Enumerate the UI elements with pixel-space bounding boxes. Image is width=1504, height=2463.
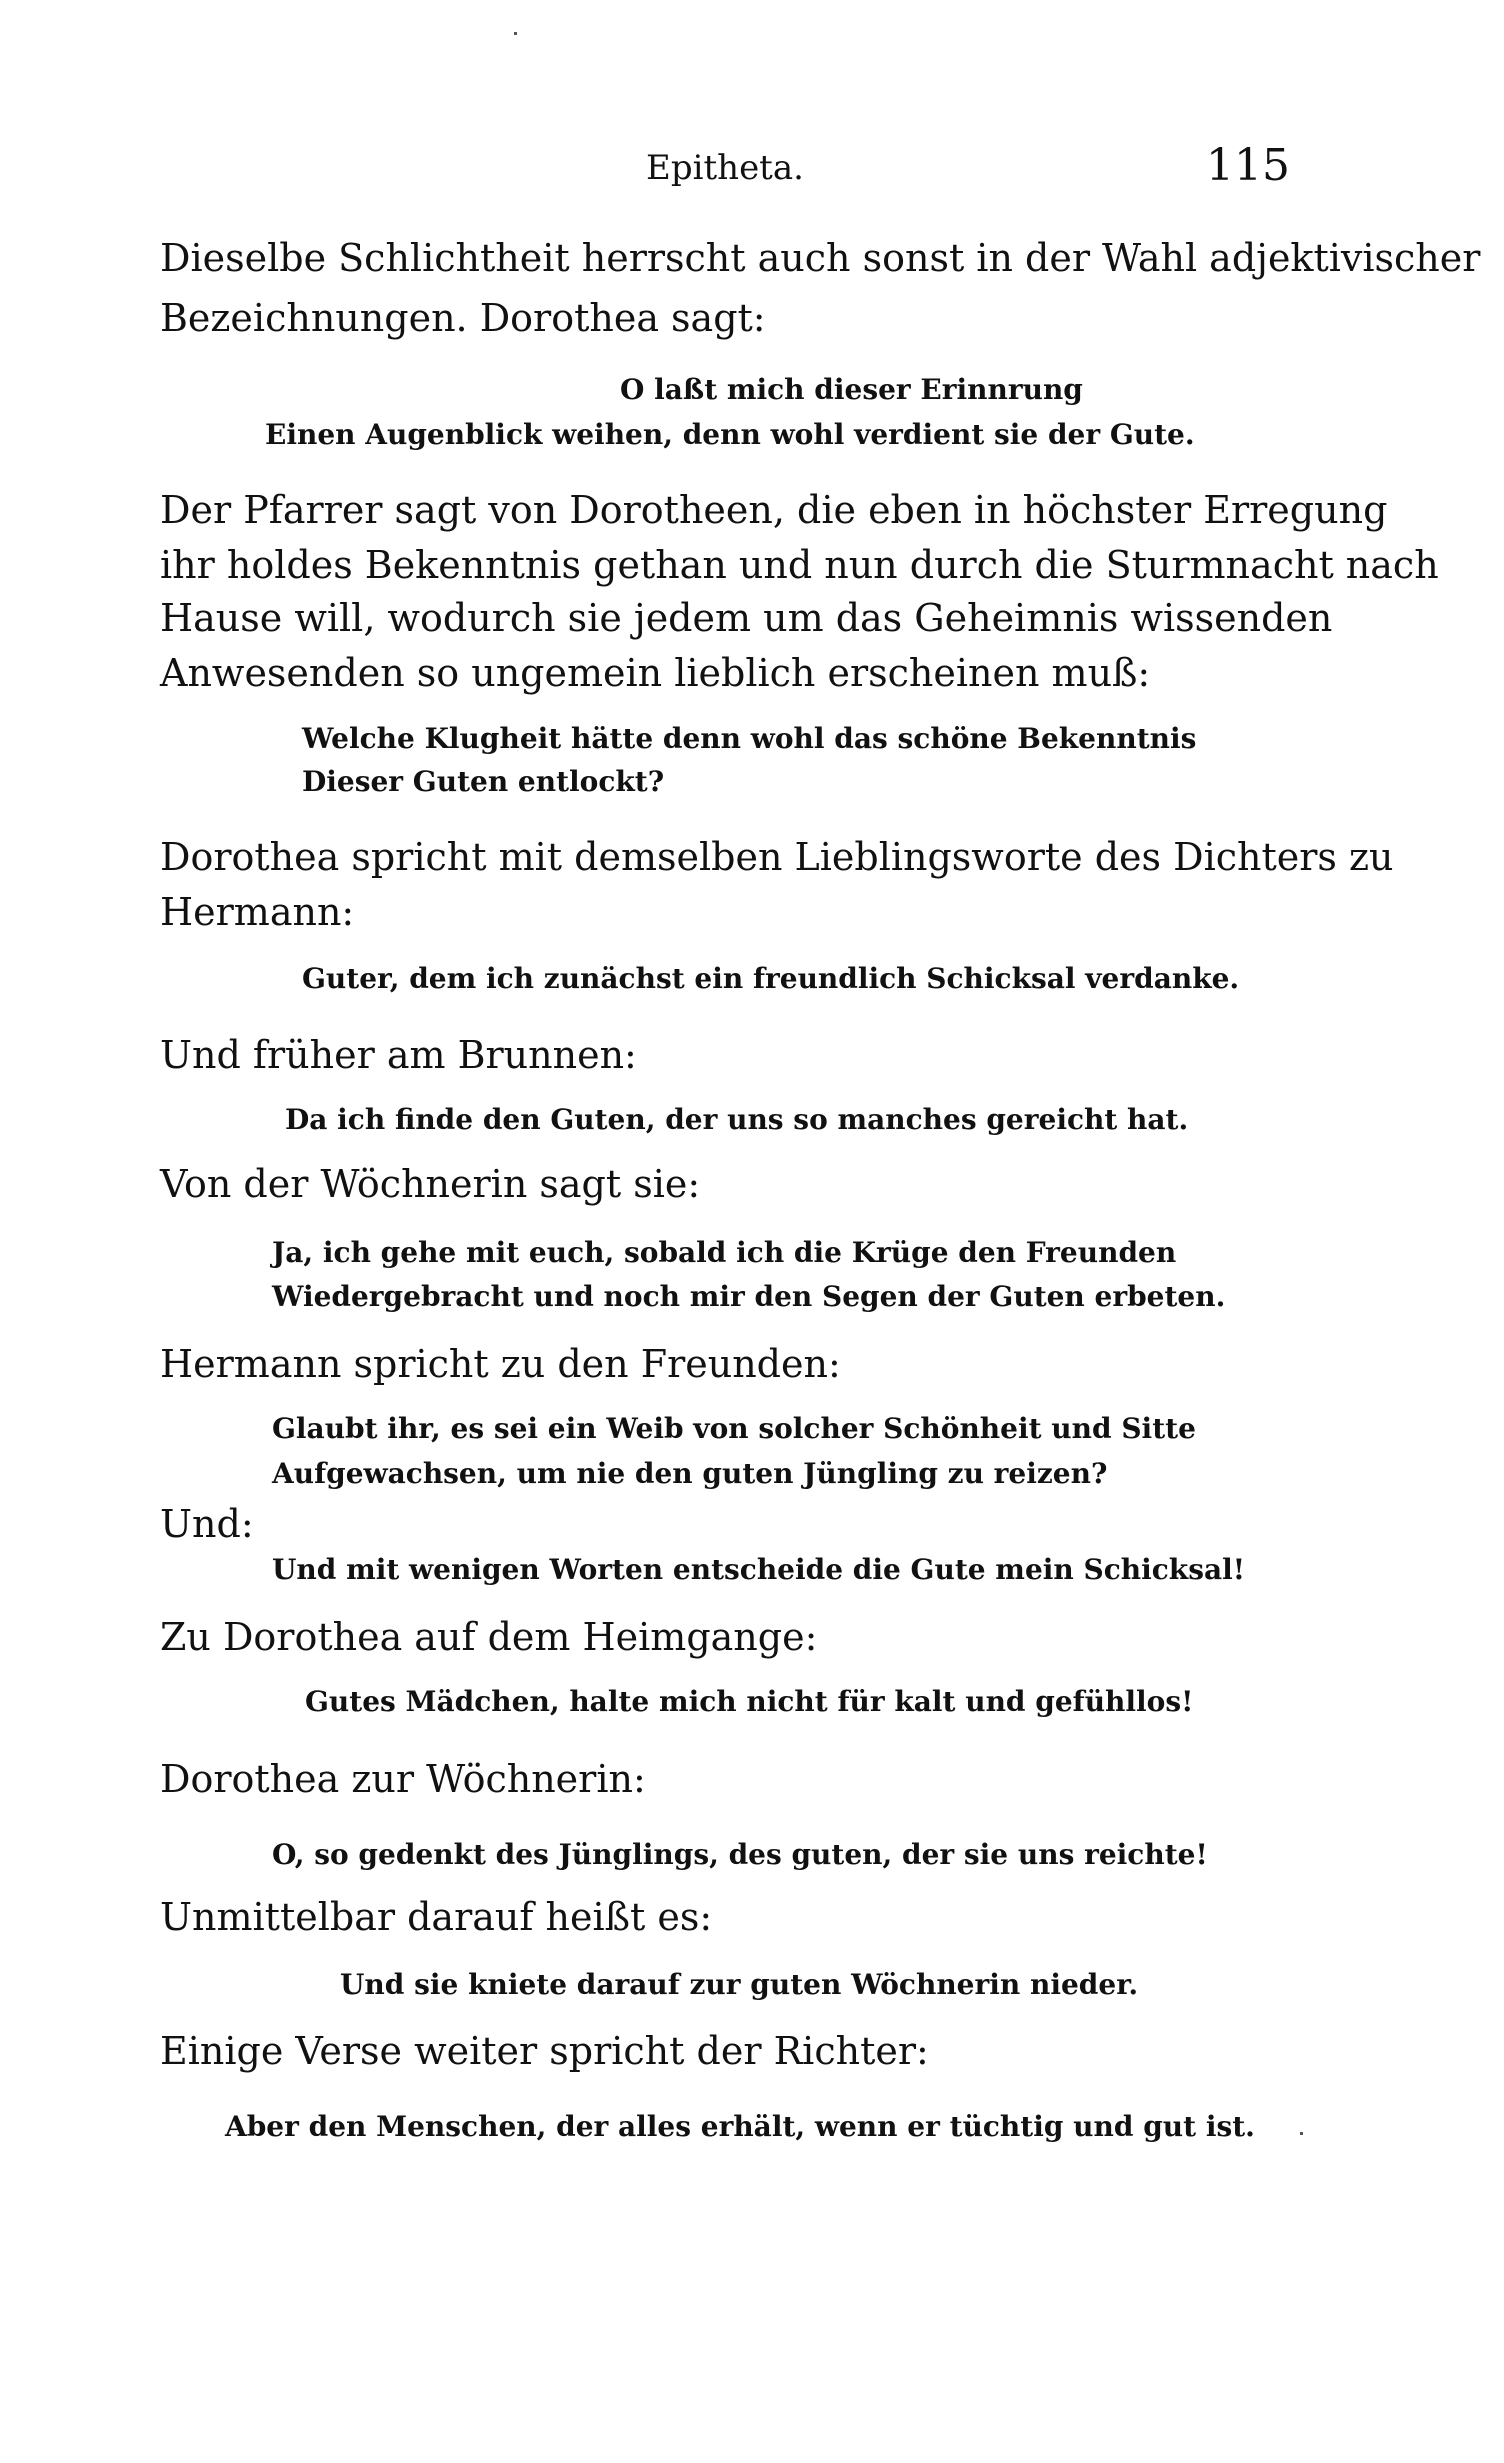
body-line: Zu Dorothea auf dem Heimgange:	[160, 1615, 818, 1659]
page-number: 115	[1206, 140, 1290, 191]
verse-quote-line: Und mit wenigen Worten entscheide die Gute mein Schicksal!	[272, 1553, 1246, 1586]
body-line: Bezeichnungen. Dorothea sagt:	[160, 296, 766, 340]
running-title: Epitheta.	[646, 148, 804, 188]
body-line: Dorothea zur Wöchnerin:	[160, 1757, 646, 1801]
verse-quote-line: Wiedergebracht und noch mir den Segen der Guten erbeten.	[272, 1280, 1226, 1313]
body-line: Und früher am Brunnen:	[160, 1033, 637, 1077]
verse-quote-line: Glaubt ihr, es sei ein Weib von solcher Schönheit und Sitte	[272, 1412, 1196, 1445]
body-line: Hermann:	[160, 890, 355, 934]
verse-quote-line: Gutes Mädchen, halte mich nicht für kalt und gefühllos!	[305, 1685, 1194, 1718]
body-line: Unmittelbar darauf heißt es:	[160, 1895, 713, 1939]
running-header	[160, 140, 1290, 200]
body-line: ihr holdes Bekenntnis gethan und nun durch die Sturmnacht nach	[160, 543, 1439, 587]
verse-quote-line: Dieser Guten entlockt?	[302, 765, 665, 798]
verse-quote-line: O, so gedenkt des Jünglings, des guten, der sie uns reichte!	[272, 1838, 1208, 1871]
verse-quote-line: Einen Augenblick weihen, denn wohl verdient sie der Gute.	[265, 418, 1195, 451]
verse-quote-line: Aufgewachsen, um nie den guten Jüngling zu reizen?	[272, 1457, 1108, 1490]
body-line: Einige Verse weiter spricht der Richter:	[160, 2029, 929, 2073]
verse-quote-line: Da ich finde den Guten, der uns so manches gereicht hat.	[285, 1103, 1189, 1136]
body-line: Von der Wöchnerin sagt sie:	[160, 1162, 701, 1206]
body-line: Hause will, wodurch sie jedem um das Geheimnis wissenden	[160, 596, 1333, 640]
verse-quote-line: Ja, ich gehe mit euch, sobald ich die Krüge den Freunden	[272, 1236, 1177, 1269]
body-line: Hermann spricht zu den Freunden:	[160, 1342, 841, 1386]
body-line: Der Pfarrer sagt von Dorotheen, die eben in höchster Erregung	[160, 488, 1388, 532]
verse-quote-line: Aber den Menschen, der alles erhält, wenn er tüchtig und gut ist.	[225, 2110, 1255, 2143]
verse-quote-line: Und sie kniete darauf zur guten Wöchnerin nieder.	[340, 1968, 1139, 2001]
verse-quote-line: Welche Klugheit hätte denn wohl das schöne Bekenntnis	[302, 722, 1197, 755]
scan-speck	[1300, 2132, 1303, 2135]
body-line: Dieselbe Schlichtheit herrscht auch sonst in der Wahl adjektivischer	[160, 236, 1481, 280]
body-line: Dorothea spricht mit demselben Lieblingsworte des Dichters zu	[160, 835, 1394, 879]
body-line: Und:	[160, 1502, 254, 1546]
body-line: Anwesenden so ungemein lieblich erscheinen muß:	[160, 651, 1151, 695]
verse-quote-line: Guter, dem ich zunächst ein freundlich Schicksal verdanke.	[302, 962, 1240, 995]
scan-speck	[514, 32, 517, 35]
verse-quote-line: O laßt mich dieser Erinnrung	[620, 373, 1083, 406]
